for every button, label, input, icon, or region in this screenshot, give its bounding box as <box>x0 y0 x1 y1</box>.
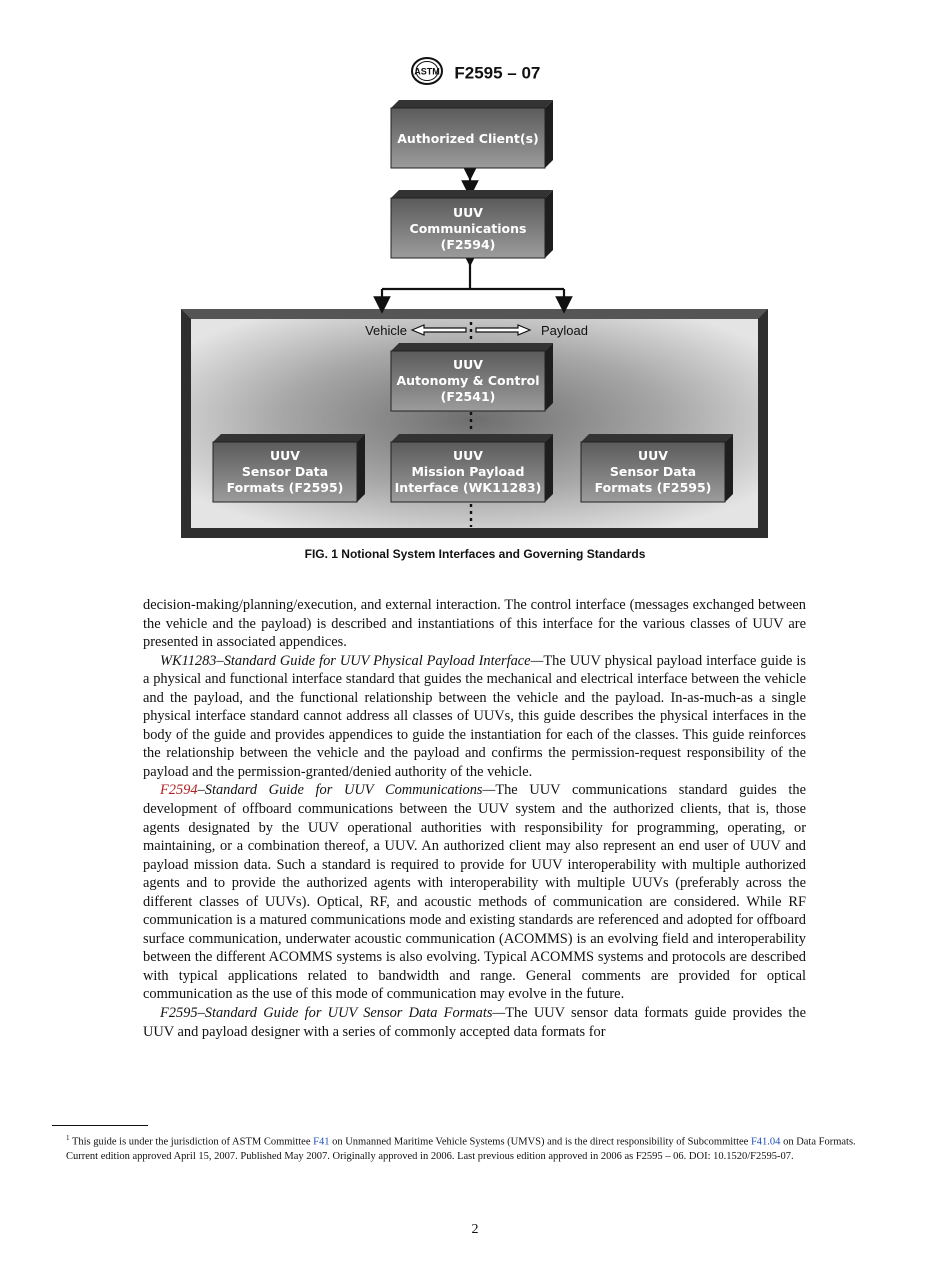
box-line: Authorized Client(s) <box>397 131 539 146</box>
box-line: Formats (F2595) <box>226 480 344 495</box>
figure-1-diagram <box>0 90 950 550</box>
box-line: Sensor Data <box>609 464 697 479</box>
paragraph-1: decision-making/planning/execution, and external interaction. The control interface (messages exchanged between the vehicle and the payload) is described and instantiations of this interface for the various classes of UUV are presented in associated appendices. <box>143 597 806 651</box>
paragraph-3-title: –Standard Guide for UUV Communications— <box>197 782 496 799</box>
paragraph-2-title: WK11283–Standard Guide for UUV Physical Payload Interface— <box>160 652 544 669</box>
paragraph-2 <box>143 652 806 782</box>
box-line: (F2594) <box>440 237 496 252</box>
footnote-1-text-c: on Data Formats. <box>780 1136 856 1148</box>
page-number: 2 <box>471 1222 479 1237</box>
paragraph-4-text: The UUV sensor data formats guide provides the UUV and payload designer with a series of commonly accepted data formats for <box>143 1005 806 1040</box>
box-line: UUV <box>638 448 668 463</box>
footnote-1-text-b: on Unmanned Maritime Vehicle Systems (UMVS) and is the direct responsibility of Subcommittee <box>329 1136 751 1148</box>
box-uuv-communications <box>391 190 553 258</box>
astm-logo-icon <box>410 56 444 91</box>
body-text <box>143 596 806 1041</box>
payload-label: Payload <box>541 323 588 338</box>
footnote-2: Current edition approved April 15, 2007. Published May 2007. Originally approved in 2006. Last previous edition approved in 2006 as F2595 – 06. DOI: 10.1520/F2595-07. <box>66 1150 794 1162</box>
paragraph-3-text: The UUV communications standard guides the development of offboard communications between the UUV system and the authorized clients, that is, those agents designated by the UUV operational authorities with responsibility for programming, operating, or maintaining, or a combination thereof, a UUV. An authorized client may also represent an end user of UUV and payload mission data. Such a standard is required to provide for UUV interoperability with multiple authorized agents and to provide the authorized agents with interoperability with multiple UUVs (preferably across the different classes of UUVs). Optical, RF, and acoustic methods of communication are considered. While RF communication is a matured communications mode and existing standards are referenced and adopted for offboard surface communication, underwater acoustic communication (ACOMMS) is an evolving field and interoperability between the different ACOMMS systems is also evolving. Typical ACOMMS systems and protocols are described with typical applications related to bandwidth and range. General comments are provided for optical communication as the use of this mode of communication may evolve in the future. <box>143 782 806 1003</box>
box-line: Sensor Data <box>241 464 329 479</box>
f41-link[interactable]: F41 <box>313 1136 330 1148</box>
box-line: Autonomy & Control <box>396 373 540 388</box>
box-uuv-autonomy-control <box>391 343 553 411</box>
logo-text: ASTM <box>413 66 440 77</box>
paragraph-3 <box>143 781 806 1004</box>
footnote-1 <box>52 1131 900 1150</box>
footnote-divider <box>52 1125 148 1126</box>
box-sensor-data-left <box>213 434 365 502</box>
page-header <box>0 56 950 91</box>
figure-caption: FIG. 1 Notional System Interfaces and Governing Standards <box>304 547 646 561</box>
document-number: F2595 – 07 <box>454 63 541 83</box>
box-line: Formats (F2595) <box>594 480 712 495</box>
box-line: UUV <box>270 448 300 463</box>
box-line: Mission Payload <box>411 464 525 479</box>
box-line: UUV <box>453 205 483 220</box>
footnote-mark: 1 <box>66 1134 70 1142</box>
box-line: Interface (WK11283) <box>394 480 542 495</box>
box-sensor-data-right <box>581 434 733 502</box>
footnotes <box>52 1131 900 1164</box>
box-line: UUV <box>453 448 483 463</box>
paragraph-4-title: F2595–Standard Guide for UUV Sensor Data Formats— <box>160 1005 506 1022</box>
paragraph-2-text: The UUV physical payload interface guide is a physical and functional interface standard that guides the mechanical and electrical interface between the vehicle and the payload, and the functional relationship between the vehicle and the payload. In-as-much-as a single physical interface standard cannot address all classes of UUVs, this guide describes the physical interfaces in the body of the guide and provides appendices to guide the instantiation for each of the classes. This guide reinforces the relationship between the vehicle and the payload and confirms the permission-request responsibility of the payload and the permission-granted/denied authority of the vehicle. <box>143 652 806 780</box>
box-line: UUV <box>453 357 483 372</box>
vehicle-label: Vehicle <box>365 323 407 338</box>
box-line: Communications <box>409 221 527 236</box>
f41-04-link[interactable]: F41.04 <box>750 1136 781 1148</box>
paragraph-4 <box>143 1004 806 1041</box>
f2594-link[interactable]: F2594 <box>160 782 198 799</box>
box-authorized-client <box>391 100 553 168</box>
footnote-1-text-a: This guide is under the jurisdiction of ASTM Committee <box>71 1136 314 1148</box>
box-line: (F2541) <box>440 389 496 404</box>
box-mission-payload <box>391 434 553 502</box>
